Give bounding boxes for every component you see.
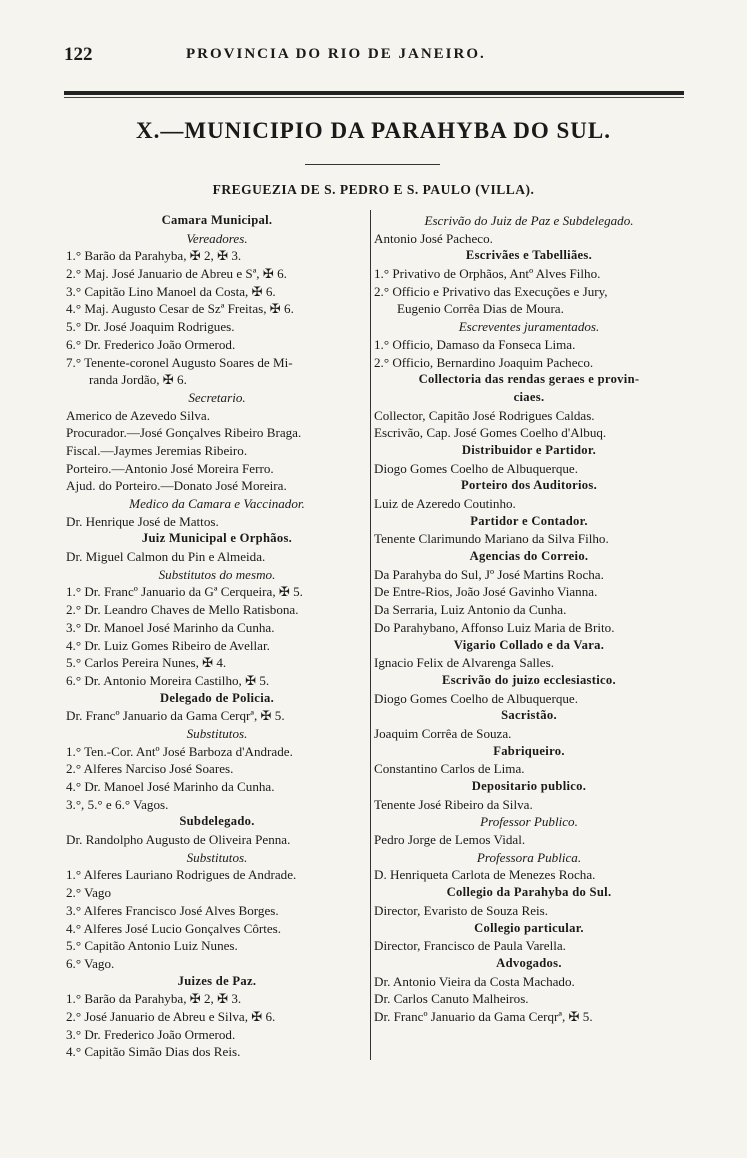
list-item: Dr. Henrique José de Mattos. [66,513,219,529]
list-item: De Entre-Rios, João José Gavinho Vianna. [374,584,598,600]
list-item: Ajud. do Porteiro.—Donato José Moreira. [66,478,287,494]
list-item: 2.° Vago [66,885,112,901]
list-item: Dr. Antonio Vieira da Costa Machado. [374,973,575,989]
list-item: D. Henriqueta Carlota de Menezes Rocha. [374,867,596,883]
list-item: 6.° Vago. [66,955,115,971]
list-item: Diogo Gomes Coelho de Albuquerque. [374,460,579,476]
list-item: 2.° Dr. Leandro Chaves de Mello Ratisbona. [66,602,299,618]
chapter-rule [305,164,440,165]
section-heading: Subdelegado. [179,814,255,829]
list-item: Dr. Francº Januario da Gama Cerqrª, ✠ 5. [374,1008,593,1024]
list-item: Do Parahybano, Affonso Luiz Maria de Brito. [374,619,615,635]
list-item: Pedro Jorge de Lemos Vidal. [374,832,526,848]
list-item: 2.° Officio e Privativo das Execuções e Jury, [374,283,608,299]
list-item: 4.° Dr. Manoel José Marinho da Cunha. [66,779,275,794]
section-heading: Escrivães e Tabelliães. [465,248,593,263]
list-item: 7.° Tenente-coronel Augusto Soares de Mi- [66,354,293,370]
list-item: Porteiro.—Antonio José Moreira Ferro. [66,460,274,476]
section-heading: Partidor e Contador. [470,513,588,528]
section-heading: Distribuidor e Partidor. [461,442,597,457]
list-item: Fiscal.—Jaymes Jeremias Ribeiro. [66,442,248,458]
list-item: 1.° Alferes Lauriano Rodrigues de Andrade. [66,867,297,883]
list-item: Collector, Capitão José Rodrigues Caldas. [374,407,595,423]
list-item: 4.° Capitão Simão Dias dos Reis. [66,1044,241,1060]
list-item: 2.° Maj. José Januario de Abreu e Sª, ✠ 6. [66,266,287,282]
section-heading: Collectoria das rendas geraes e provin- [418,372,640,387]
list-item: Americo de Azevedo Silva. [66,407,210,423]
list-item: Ignacio Felix de Alvarenga Salles. [374,655,554,671]
list-item: 5.° Dr. José Joaquim Rodrigues. [66,319,235,335]
list-item: Dr. Francº Januario da Gama Cerqrª, ✠ 5. [66,708,285,724]
section-subheading: Escrivão do Juiz de Paz e Subdelegado. [424,213,634,228]
list-item: 5.° Capitão Antonio Luiz Nunes. [66,938,238,954]
section-subheading: Substitutos. [186,849,248,865]
list-item: Luiz de Azeredo Coutinho. [374,496,516,511]
list-item: Director, Francisco de Paula Varella. [374,938,566,954]
list-item: 2.° José Januario de Abreu e Silva, ✠ 6. [66,1008,276,1024]
section-subheading: Secretario. [188,389,246,405]
list-item: Constantino Carlos de Lima. [374,761,525,777]
list-item: 1.° Barão da Parahyba, ✠ 2, ✠ 3. [66,991,242,1007]
list-item: 5.° Carlos Pereira Nunes, ✠ 4. [66,655,227,671]
list-item: 1.° Barão da Parahyba, ✠ 2, ✠ 3. [66,248,242,264]
list-item: Joaquim Corrêa de Souza. [374,725,512,741]
list-item: 3.° Capitão Lino Manoel da Costa, ✠ 6. [66,283,276,299]
header-rule-thin [64,97,684,98]
left-column [66,212,368,1061]
list-item: Dr. Miguel Calmon du Pin e Almeida. [66,549,266,565]
list-item: Escrivão, Cap. José Gomes Coelho d'Albuq. [374,425,607,441]
section-heading: Agencias do Correio. [469,549,589,564]
section-subheading: Escreventes juramentados. [458,319,600,335]
section-subheading: Vereadores. [186,230,248,246]
section-heading: Collegio particular. [474,920,584,935]
section-heading: Fabriqueiro. [493,743,565,758]
list-item: 1.° Privativo de Orphãos, Antº Alves Filho. [374,266,601,282]
section-heading: Juiz Municipal e Orphãos. [141,531,293,546]
section-subheading: Substitutos. [186,725,248,741]
list-item: Director, Evaristo de Souza Reis. [374,902,549,918]
section-heading: ciaes. [513,389,545,404]
list-item: 6.° Dr. Frederico João Ormerod. [66,336,236,352]
section-subheading: Substitutos do mesmo. [158,566,276,582]
section-heading: Sacristão. [501,708,557,723]
section-subheading: Professora Publica. [476,849,582,865]
list-item: 1.° Officio, Damaso da Fonseca Lima. [374,336,576,352]
section-heading: Vigario Collado e da Vara. [453,637,605,652]
list-item: 6.° Dr. Antonio Moreira Castilho, ✠ 5. [66,672,270,688]
list-item: 3.°, 5.° e 6.° Vagos. [66,796,169,812]
list-item: Tenente Clarimundo Mariano da Silva Filho. [374,531,609,547]
list-item: Dr. Randolpho Augusto de Oliveira Penna. [66,832,291,848]
list-item: 2.° Officio, Bernardino Joaquim Pacheco. [374,354,594,370]
section-heading: Advogados. [496,955,562,970]
section-heading: Collegio da Parahyba do Sul. [446,885,612,900]
list-item: 3.° Alferes Francisco José Alves Borges. [66,902,279,918]
list-item: Da Serraria, Luiz Antonio da Cunha. [374,602,567,618]
list-item: Diogo Gomes Coelho de Albuquerque. [374,690,579,706]
list-item: Tenente José Ribeiro da Silva. [374,796,533,812]
chapter-title: X.—MUNICIPIO DA PARAHYBA DO SUL. [136,118,611,143]
list-item: 3.° Dr. Manoel José Marinho da Cunha. [66,619,275,635]
list-item: 4.° Dr. Luiz Gomes Ribeiro de Avellar. [66,637,270,653]
list-item: 1.° Ten.-Cor. Antº José Barboza d'Andrade. [66,743,293,759]
list-item: 4.° Maj. Augusto Cesar de Szª Freitas, ✠ 6. [66,301,294,317]
list-item: 4.° Alferes José Lucio Gonçalves Côrtes. [66,920,282,936]
section-heading: Depositario publico. [471,779,587,793]
list-item: Dr. Carlos Canuto Malheiros. [374,991,529,1007]
page-number: 122 [64,44,93,65]
parish-title: FREGUEZIA DE S. PEDRO E S. PAULO (VILLA). [212,182,535,197]
section-heading: Delegado de Policia. [159,690,275,705]
list-item-continuation: Eugenio Corrêa Dias de Moura. [397,301,564,317]
header-rule-thick [64,91,684,95]
list-item: 3.° Dr. Frederico João Ormerod. [66,1026,236,1042]
section-subheading: Professor Publico. [480,814,578,830]
list-item: 1.° Dr. Francº Januario da Gª Cerqueira, ✠ 5. [66,584,303,600]
list-item: Procurador.—José Gonçalves Ribeiro Braga. [66,425,302,441]
section-heading: Escrivão do juizo ecclesiastico. [442,672,616,687]
list-item: Antonio José Pacheco. [374,230,493,246]
section-heading: Camara Municipal. [161,213,273,227]
right-column [374,212,684,1026]
list-item: Da Parahyba do Sul, Jº José Martins Rocha. [374,566,604,582]
section-heading: Porteiro dos Auditorios. [460,478,598,493]
section-subheading: Medico da Camara e Vaccinador. [129,496,305,511]
column-divider [370,210,371,1060]
list-item: 2.° Alferes Narciso José Soares. [66,761,234,777]
running-title: PROVINCIA DO RIO DE JANEIRO. [186,46,486,62]
list-item-continuation: randa Jordão, ✠ 6. [89,372,187,388]
section-heading: Juizes de Paz. [177,973,257,988]
